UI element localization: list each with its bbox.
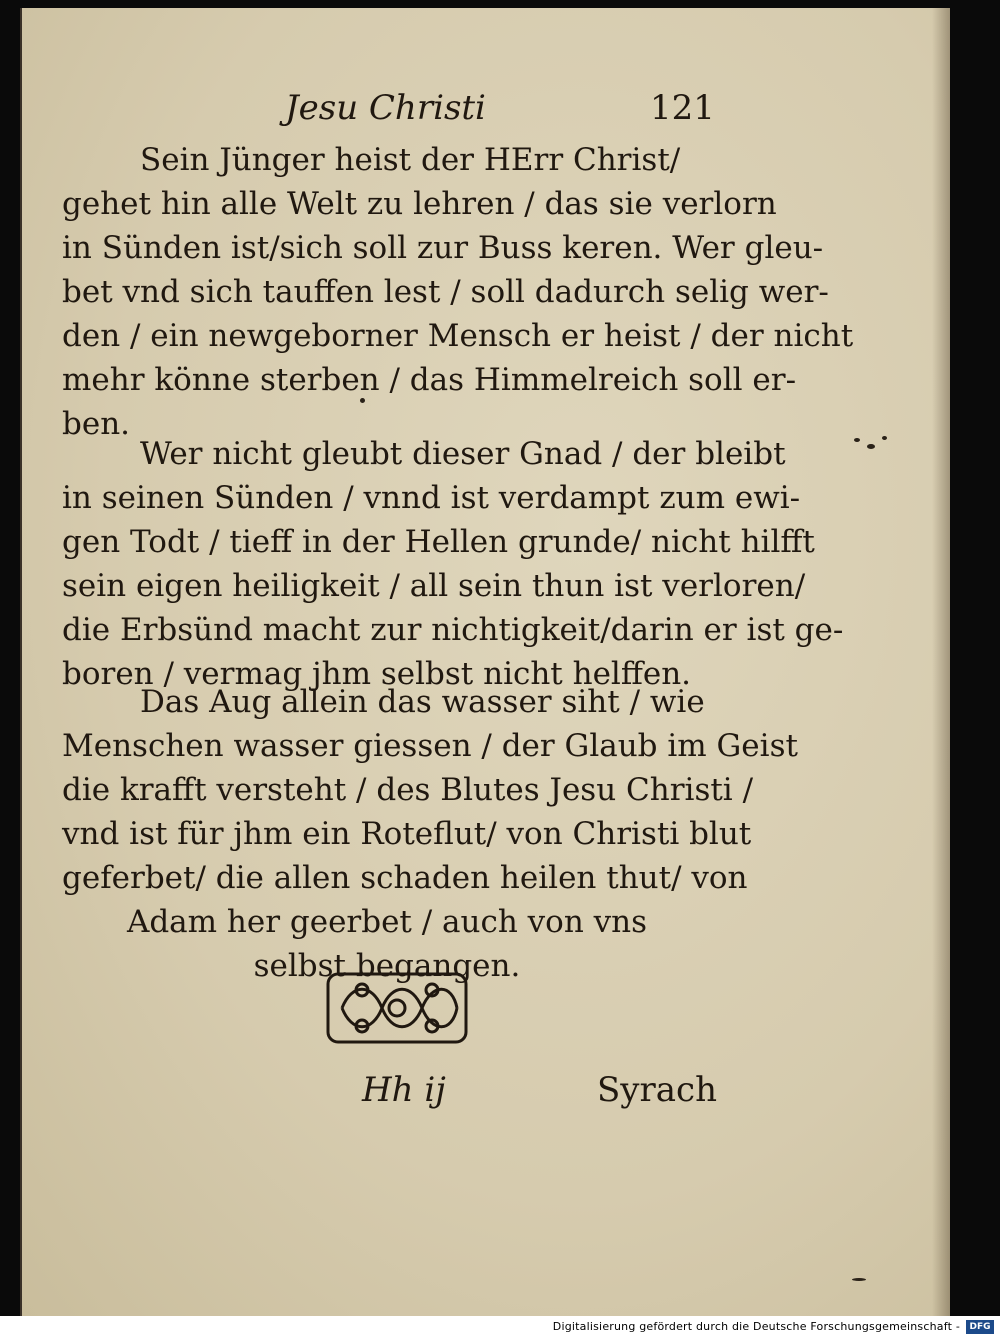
text-line: die krafft versteht / des Blutes Jesu Christi / xyxy=(62,772,754,808)
funding-notice: Digitalisierung gefördert durch die Deutsche Forschungsgemeinschaft - xyxy=(552,1320,960,1333)
text-line: Wer nicht gleubt dieser Gnad / der bleibt xyxy=(140,436,786,472)
text-line: geferbet/ die allen schaden heilen thut/ von xyxy=(62,860,748,896)
text-line: mehr könne sterben / das Himmelreich soll er- xyxy=(62,362,797,398)
ink-spot xyxy=(882,436,887,440)
printers-ornament xyxy=(322,968,472,1048)
dfg-logo: DFG xyxy=(966,1320,994,1334)
text-line: Menschen wasser giessen / der Glaub im Geist xyxy=(62,728,798,764)
text-line: ben. xyxy=(62,406,131,442)
text-line: Adam her geerbet / auch von vns xyxy=(126,904,648,940)
text-line: sein eigen heiligkeit / all sein thun ist verloren/ xyxy=(62,568,806,604)
text-line: den / ein newgeborner Mensch er heist / der nicht xyxy=(62,318,854,354)
text-line: in seinen Sünden / vnnd ist verdampt zum ewi- xyxy=(62,480,801,516)
paragraph-1 xyxy=(62,138,854,446)
running-head: Jesu Christi xyxy=(285,88,486,128)
text-line: in Sünden ist/sich soll zur Buss keren. Wer gleu- xyxy=(62,230,824,266)
ink-spot xyxy=(360,398,365,403)
text-line: Sein Jünger heist der HErr Christ/ xyxy=(140,142,681,178)
ink-spot xyxy=(867,444,875,449)
signature-mark: Hh ij xyxy=(362,1070,446,1110)
text-line: Das Aug allein das wasser siht / wie xyxy=(140,684,705,720)
text-line: gen Todt / tieff in der Hellen grunde/ nicht hilfft xyxy=(62,524,815,560)
ink-spot xyxy=(852,1278,866,1281)
paragraph-3 xyxy=(62,680,798,988)
page-header xyxy=(22,88,950,138)
paragraph-2 xyxy=(62,432,844,696)
text-line: gehet hin alle Welt zu lehren / das sie verlorn xyxy=(62,186,777,222)
text-line: bet vnd sich tauffen lest / soll dadurch selig wer- xyxy=(62,274,829,310)
ink-spot xyxy=(854,438,860,442)
text-line: selbst begangen. xyxy=(253,948,521,984)
text-line: die Erbsünd macht zur nichtigkeit/darin er ist ge- xyxy=(62,612,844,648)
text-line: boren / vermag jhm selbst nicht helffen. xyxy=(62,656,692,692)
book-page xyxy=(20,8,950,1316)
digitization-banner xyxy=(0,1316,1000,1338)
catchword: Syrach xyxy=(597,1070,717,1110)
page-number: 121 xyxy=(650,88,715,128)
text-line: vnd ist für jhm ein Roteflut/ von Christi blut xyxy=(62,816,752,852)
